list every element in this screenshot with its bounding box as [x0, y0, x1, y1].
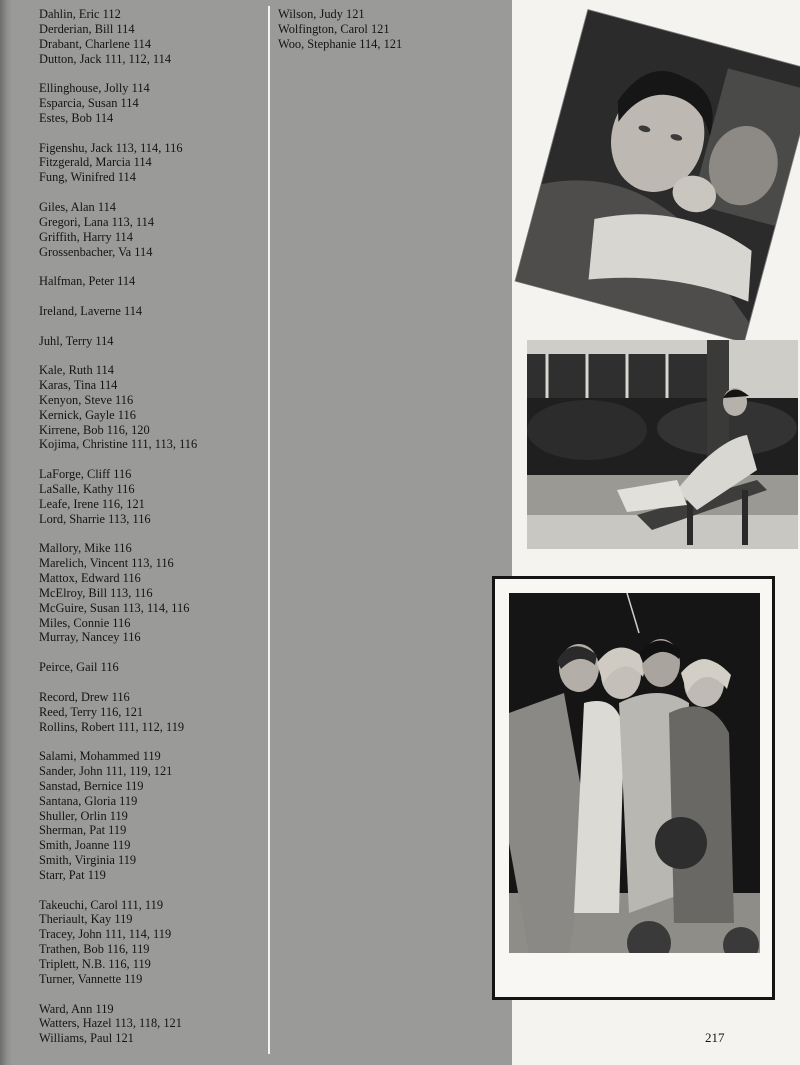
- index-column-left: [39, 7, 265, 1061]
- index-letter-group: [39, 363, 265, 452]
- index-letter-group: [39, 1002, 265, 1047]
- photo-student-portrait: [516, 10, 800, 342]
- index-entry: Shuller, Orlin 119: [39, 808, 128, 823]
- index-column-right: [278, 7, 508, 66]
- index-entry: Murray, Nancey 116: [39, 630, 141, 645]
- index-letter-group: [39, 690, 265, 735]
- index-entry: LaSalle, Kathy 116: [39, 482, 135, 496]
- index-entry: Miles, Connie 116: [39, 615, 131, 630]
- index-entry: Sander, John 111, 119, 121: [39, 764, 173, 779]
- binding-edge: [0, 0, 12, 1065]
- index-letter-group: [39, 898, 265, 987]
- index-entry: Estes, Bob 114: [39, 110, 114, 125]
- index-entry: Derderian, Bill 114: [39, 21, 135, 36]
- index-entry: Ellinghouse, Jolly 114: [39, 81, 150, 96]
- index-entry: Kenyon, Steve 116: [39, 392, 134, 407]
- index-entry: Lord, Sharrie 113, 116: [39, 511, 151, 526]
- index-letter-group: [39, 200, 265, 259]
- index-entry: Esparcia, Susan 114: [39, 96, 139, 111]
- index-entry: Turner, Vannette 119: [39, 971, 143, 986]
- index-entry: Triplett, N.B. 116, 119: [39, 957, 151, 971]
- index-letter-group: [39, 274, 265, 289]
- index-entry: Gregori, Lana 113, 114: [39, 214, 155, 229]
- index-entry: Smith, Joanne 119: [39, 838, 131, 853]
- index-entry: Marelich, Vincent 113, 116: [39, 556, 174, 571]
- index-entry: McElroy, Bill 113, 116: [39, 585, 153, 600]
- index-entry: Giles, Alan 114: [39, 199, 116, 214]
- index-letter-group: [39, 541, 265, 645]
- index-entry: Peirce, Gail 116: [39, 660, 119, 675]
- index-entry: Mattox, Edward 116: [39, 571, 141, 586]
- index-entry: Figenshu, Jack 113, 114, 116: [39, 140, 183, 155]
- page-number: 217: [705, 1030, 725, 1045]
- index-letter-group: [39, 304, 265, 319]
- index-entry: Smith, Virginia 119: [39, 853, 137, 868]
- index-entry: Wolfington, Carol 121: [278, 21, 390, 36]
- index-entry: Salami, Mohammed 119: [39, 749, 161, 764]
- index-entry: Sherman, Pat 119: [39, 823, 127, 838]
- index-entry: Juhl, Terry 114: [39, 333, 114, 348]
- index-letter-group: [278, 7, 508, 52]
- index-letter-group: [39, 141, 265, 186]
- index-entry: Reed, Terry 116, 121: [39, 704, 144, 719]
- index-letter-group: [39, 660, 265, 675]
- index-entry: LaForge, Cliff 116: [39, 467, 132, 482]
- index-entry: Kirrene, Bob 116, 120: [39, 422, 150, 437]
- index-entry: Theriault, Kay 119: [39, 912, 133, 927]
- index-entry: Record, Drew 116: [39, 689, 130, 704]
- index-entry: Drabant, Charlene 114: [39, 36, 152, 51]
- index-entry: Leafe, Irene 116, 121: [39, 496, 145, 511]
- index-letter-group: [39, 749, 265, 883]
- index-entry: Woo, Stephanie 114, 121: [278, 36, 403, 51]
- index-entry: Starr, Pat 119: [39, 867, 106, 882]
- index-entry: Sanstad, Bernice 119: [39, 778, 144, 793]
- index-entry: Kale, Ruth 114: [39, 363, 114, 378]
- index-entry: Fitzgerald, Marcia 114: [39, 155, 152, 170]
- index-entry: Rollins, Robert 111, 112, 119: [39, 719, 185, 734]
- index-entry: Mallory, Mike 116: [39, 541, 132, 556]
- index-entry: Kernick, Gayle 116: [39, 407, 136, 422]
- index-entry: Dutton, Jack 111, 112, 114: [39, 51, 172, 66]
- index-entry: Grossenbacher, Va 114: [39, 244, 153, 259]
- index-entry: Karas, Tina 114: [39, 378, 118, 393]
- index-entry: Ward, Ann 119: [39, 1001, 114, 1016]
- column-divider: [268, 6, 270, 1054]
- index-entry: Dahlin, Eric 112: [39, 7, 121, 21]
- index-entry: Watters, Hazel 113, 118, 121: [39, 1016, 182, 1031]
- photo-student-on-bench: [527, 340, 798, 549]
- index-entry: Kojima, Christine 111, 113, 116: [39, 437, 198, 452]
- index-letter-group: [39, 81, 265, 126]
- index-entry: McGuire, Susan 113, 114, 116: [39, 600, 190, 615]
- index-entry: Ireland, Laverne 114: [39, 303, 143, 318]
- index-letter-group: [39, 334, 265, 349]
- index-entry: Williams, Paul 121: [39, 1031, 134, 1046]
- index-entry: Takeuchi, Carol 111, 119: [39, 897, 164, 912]
- index-letter-group: [39, 7, 265, 66]
- photo-group-of-students: [509, 593, 760, 953]
- index-entry: Tracey, John 111, 114, 119: [39, 927, 172, 942]
- index-entry: Trathen, Bob 116, 119: [39, 942, 150, 957]
- index-entry: Griffith, Harry 114: [39, 229, 133, 244]
- index-entry: Halfman, Peter 114: [39, 274, 136, 289]
- index-entry: Santana, Gloria 119: [39, 793, 138, 808]
- index-entry: Wilson, Judy 121: [278, 7, 365, 21]
- index-letter-group: [39, 467, 265, 526]
- index-entry: Fung, Winifred 114: [39, 170, 136, 185]
